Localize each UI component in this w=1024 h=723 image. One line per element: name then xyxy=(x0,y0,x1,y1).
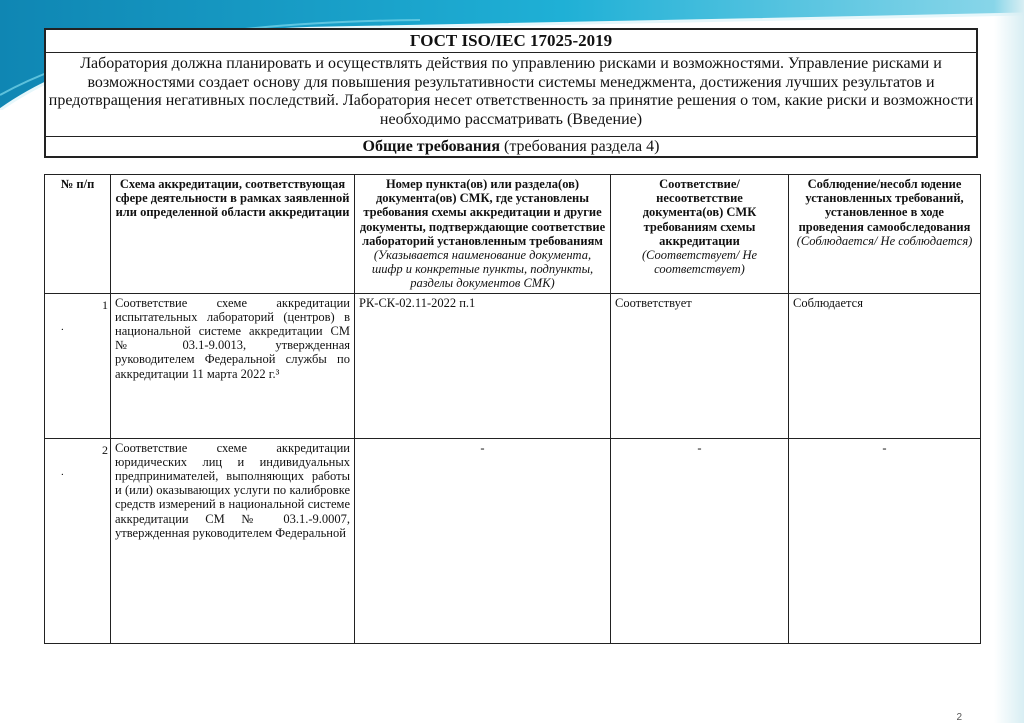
row-doc: РК-СК-02.11-2022 п.1 xyxy=(355,293,611,438)
row-conformity: - xyxy=(611,438,789,643)
row-scheme: Соответствие схеме аккредитации испытательных лабораторий (центров) в национальной системе аккредитации СМ № 03.1-9.0013, утвержденная руководителем Федеральной службы по аккредитации 11 марта 2022 г.³ xyxy=(111,293,355,438)
requirements-table xyxy=(44,174,981,644)
table-row xyxy=(45,438,981,643)
row-scheme: Соответствие схеме аккредитации юридических лиц и индивидуальных предпринимателей, выполняющих работы и (или) оказывающих услуги по калибровке средств измерений в национальной системе аккредитации СМ № 03.1.-9.0007, утвержденная руководителем Федеральной xyxy=(111,438,355,643)
header-doc-text: Номер пункта(ов) или раздела(ов) документа(ов) СМК, где установлены требования схемы аккредитации и другие документы, подтверждающие соответствие лабораторий установленным требованиям xyxy=(359,177,606,248)
row-doc: - xyxy=(355,438,611,643)
section-heading-note: (требования раздела 4) xyxy=(499,138,660,155)
standard-description: Лаборатория должна планировать и осуществлять действия по управлению рисками и возможностями. Управление рисками и возможностями создает основу для повышения результативности системы менеджмента, достижения лучших результатов и предотвращения негативных последствий. Лаборатория несет ответственность за принятие решения о том, какие риски и возможности необходимо рассматривать (Введение) xyxy=(46,53,976,137)
page-number: 2 xyxy=(956,712,962,723)
table-header-row xyxy=(45,175,981,294)
right-edge-shade xyxy=(994,0,1024,723)
row-conformity: Соответствует xyxy=(611,293,789,438)
row-observance: - xyxy=(789,438,981,643)
row-number: 1 xyxy=(102,297,108,312)
header-observance-note: (Соблюдается/ Не соблюдается) xyxy=(796,233,973,248)
section-heading-bold: Общие требования xyxy=(362,138,500,155)
header-doc-note: (Указывается наименование документа, шифр и конкретные пункты, подпункты, разделы документов СМК) xyxy=(371,248,594,291)
section-heading xyxy=(46,137,976,157)
header-conformity-note: (Соответствует/ Не соответствует) xyxy=(641,248,758,277)
row-number-cell xyxy=(45,293,111,438)
header-conformity xyxy=(611,175,789,294)
header-scheme: Схема аккредитации, соответствующая сфере деятельности в рамках заявленной или определенной области аккредитации xyxy=(111,175,355,294)
header-conformity-text: Соответствие/ несоответствие документа(ов) СМК требованиям схемы аккредитации xyxy=(642,177,757,248)
header-observance xyxy=(789,175,981,294)
row-number-dot: . xyxy=(61,465,64,478)
row-number-cell xyxy=(45,438,111,643)
standard-title: ГОСТ ISO/IEC 17025-2019 xyxy=(46,30,976,53)
row-observance: Соблюдается xyxy=(789,293,981,438)
table-row xyxy=(45,293,981,438)
header-num: № п/п xyxy=(45,175,111,294)
header-observance-text: Соблюдение/несобл юдение установленных требований, установленное в ходе проведения самообследования xyxy=(798,177,971,234)
row-number-dot: . xyxy=(61,320,64,333)
standard-header-box xyxy=(44,28,978,158)
header-doc xyxy=(355,175,611,294)
row-number: 2 xyxy=(102,442,108,457)
